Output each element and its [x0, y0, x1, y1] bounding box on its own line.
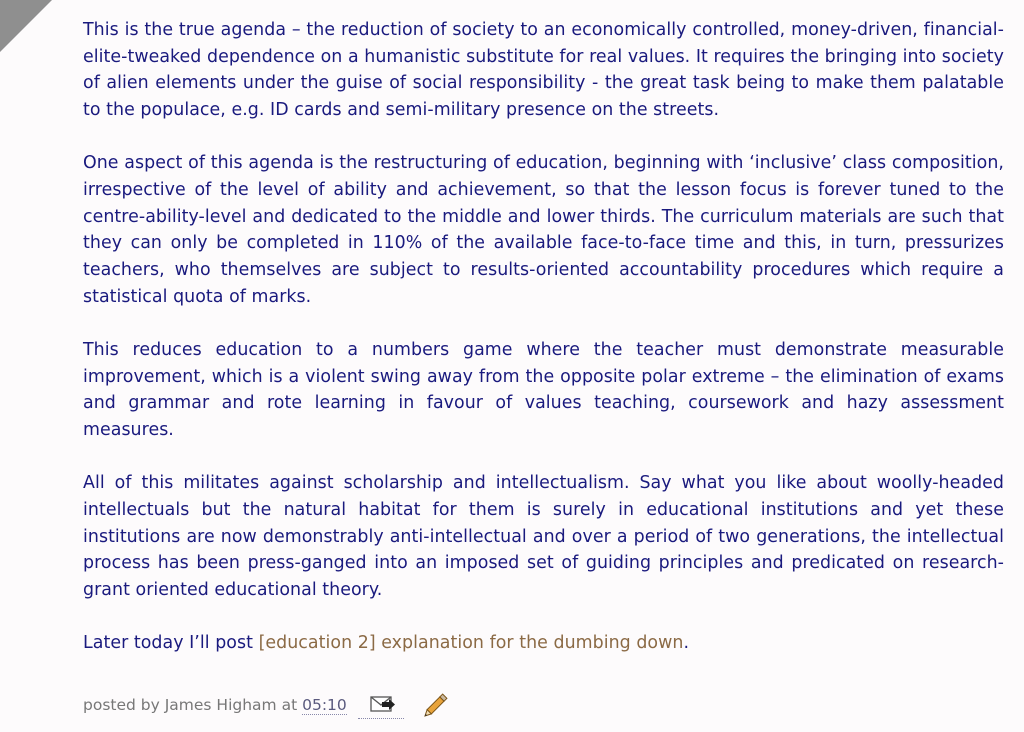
posted-by-text: posted by James Higham at	[83, 696, 298, 715]
post-closing-line	[83, 630, 1004, 657]
post-paragraph-1: This is the true agenda – the reduction of society to an economically controlled, money-driven, financial-elite-tweaked dependence on a humanistic substitute for real values. It requires the bringing into society of alien elements under the guise of social responsibility - the great task being to make them palatable to the populace, e.g. ID cards and semi-military presence on the streets.	[83, 20, 1004, 121]
edit-pencil-icon	[423, 690, 451, 718]
post-paragraph-2: One aspect of this agenda is the restructuring of education, beginning with ‘inclusive’ class composition, irrespective of the level of ability and achievement, so that the lesson focus is forever tuned to the centre-ability-level and dedicated to the middle and lower thirds. The curriculum materials are such that they can only be completed in 110% of the available face-to-face time and this, in turn, pressurizes teachers, who themselves are subject to results-oriented accountability procedures which require a statistical quota of marks.	[83, 153, 1004, 307]
education-2-link[interactable]: [education 2] explanation for the dumbing down	[258, 633, 684, 654]
post-timestamp-link[interactable]: 05:10	[302, 696, 347, 715]
post-footer	[83, 689, 1004, 721]
email-post-icon	[370, 696, 396, 712]
email-post-button[interactable]	[358, 692, 404, 719]
closing-suffix: .	[683, 633, 690, 654]
post-paragraph-4: All of this militates against scholarship and intellectualism. Say what you like about woolly-headed intellectuals but the natural habitat for them is surely in educational institutions and yet these institutions are now demonstrably anti-intellectual and over a period of two generations, the intellectual process has been press-ganged into an imposed set of guiding principles and predicated on research-grant oriented educational theory.	[83, 473, 1004, 601]
closing-prefix: Later today I’ll post	[83, 633, 259, 654]
page-corner-decoration	[0, 0, 52, 52]
post-paragraph-3: This reduces education to a numbers game where the teacher must demonstrate measurable improvement, which is a violent swing away from the opposite polar extreme – the elimination of exams and grammar and rote learning in favour of values teaching, coursework and hazy assessment measures.	[83, 340, 1004, 441]
edit-post-button[interactable]	[423, 692, 451, 720]
blog-post-body	[83, 17, 1004, 721]
